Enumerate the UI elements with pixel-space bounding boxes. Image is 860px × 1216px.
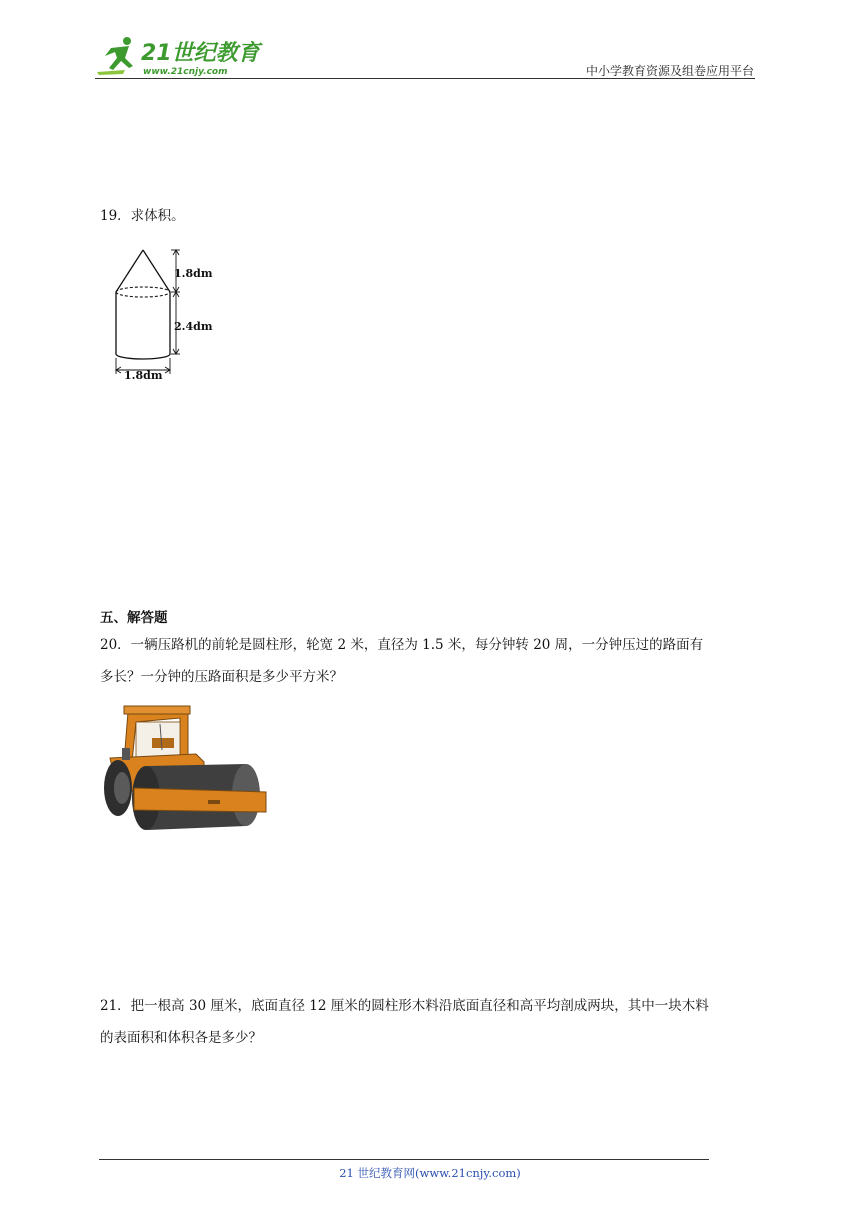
- section-title: 五、解答题: [100, 610, 168, 626]
- question-21: [100, 990, 764, 1054]
- question-20-line-1: 20．一辆压路机的前轮是圆柱形，轮宽 2 米，直径为 1.5 米，每分钟转 20 周，一分钟压过的路面有: [100, 637, 704, 653]
- question-21-line-2: 的表面积和体积各是多少？: [100, 1030, 262, 1046]
- label-diameter: 1.8dm: [124, 369, 163, 380]
- footer-text[interactable]: 21 世纪教育网(www.21cnjy.com): [339, 1166, 521, 1180]
- header-slogan: 中小学教育资源及组卷应用平台: [585, 64, 754, 78]
- question-20: [100, 629, 764, 693]
- header-divider: [95, 78, 755, 79]
- site-logo: [95, 34, 265, 78]
- logo-url-text: www.21cnjy.com: [143, 67, 228, 77]
- label-cylinder-height: 2.4dm: [174, 320, 213, 333]
- question-20-line-2: 多长？一分钟的压路面积是多少平方米？: [100, 669, 343, 685]
- cone-cylinder-figure: [110, 246, 220, 380]
- question-21-line-1: 21．把一根高 30 厘米，底面直径 12 厘米的圆柱形木料沿底面直径和高平均剖成两块，其中一块木料: [100, 998, 709, 1014]
- question-19-text: 19．求体积。: [100, 208, 185, 224]
- road-roller-image: [100, 702, 272, 844]
- runner-icon: [97, 37, 133, 75]
- label-cone-height: 1.8dm: [174, 267, 213, 280]
- footer-divider: [99, 1159, 709, 1160]
- page-header: [0, 0, 860, 80]
- question-19: [100, 200, 764, 232]
- logo-main-text: 21世纪教育: [141, 41, 260, 66]
